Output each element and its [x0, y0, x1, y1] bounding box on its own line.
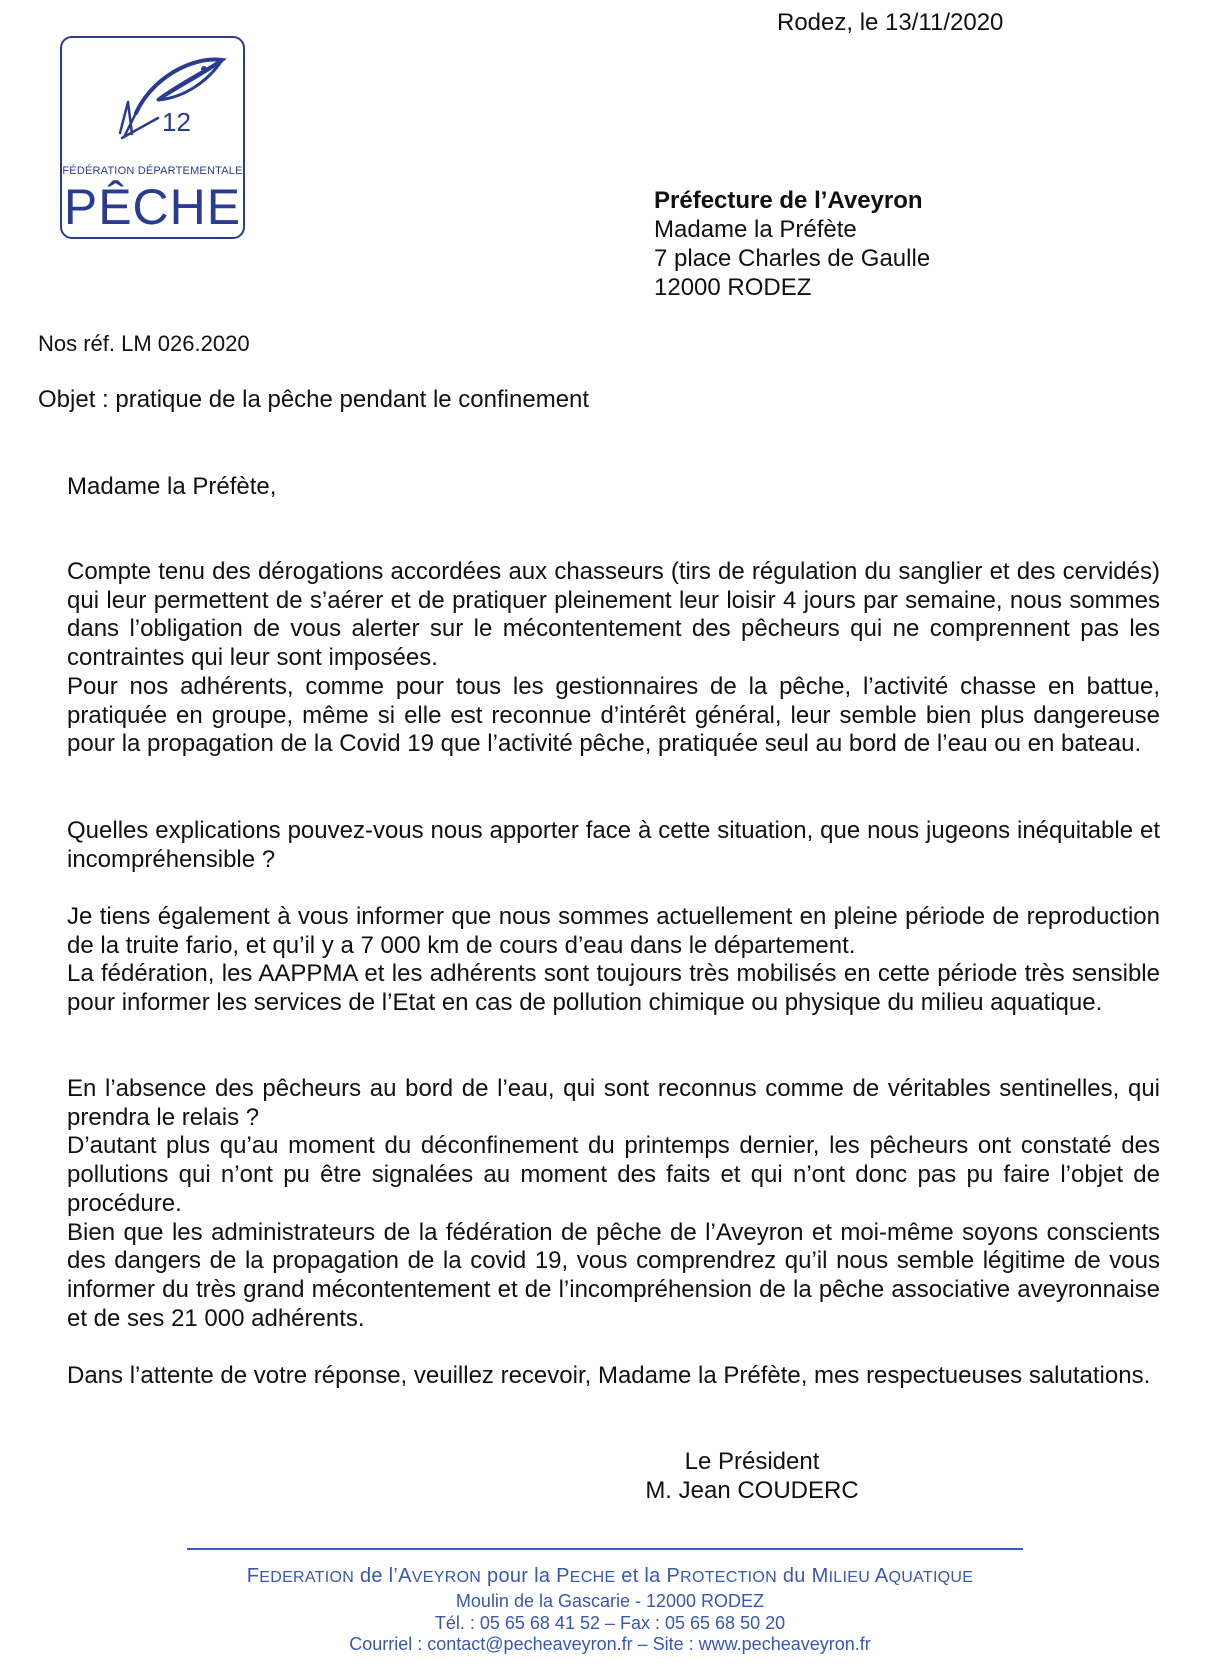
footer-address: Moulin de la Gascarie - 12000 RODEZ	[455, 1591, 765, 1611]
logo-federation-label: FÉDÉRATION DÉPARTEMENTALE	[62, 165, 243, 177]
paragraph: La fédération, les AAPPMA et les adhérents sont toujours très mobilisés en cette période très sensible pour informer les services de l’Etat en cas de pollution chimique ou physique du milieu aquatique.	[67, 960, 1160, 1017]
paragraph: Dans l’attente de votre réponse, veuillez recevoir, Madame la Préfète, mes respectueuses salutations.	[67, 1362, 1151, 1389]
paragraph: Quelles explications pouvez-vous nous apporter face à cette situation, que nous jugeons inéquitable et incompréhensible ?	[67, 817, 1160, 873]
recipient-line-1: Préfecture de l’Aveyron	[654, 187, 923, 214]
footer	[0, 1563, 1220, 1656]
reference: Nos réf. LM 026.2020	[38, 331, 250, 356]
body-block-5	[67, 1362, 1160, 1391]
body-block-2	[67, 817, 1160, 874]
body-block-4	[67, 1075, 1160, 1333]
federation-logo	[60, 36, 245, 239]
recipient-address	[654, 186, 930, 302]
body-block-1	[67, 558, 1160, 759]
paragraph: Je tiens également à vous informer que nous sommes actuellement en pleine période de reproduction de la truite fario, et qu’il y a 7 000 km de cours d’eau dans le département.	[67, 903, 1160, 959]
logo-number: 12	[162, 107, 191, 137]
recipient-line-3: 7 place Charles de Gaulle	[654, 245, 931, 272]
footer-divider	[187, 1548, 1023, 1550]
salutation: Madame la Préfète,	[67, 473, 277, 500]
footer-organization: FEDERATION de l’AVEYRON pour la PECHE et la PROTECTION du MILIEU AQUATIQUE	[246, 1565, 974, 1587]
footer-phone: Tél. : 05 65 68 41 52 – Fax : 05 65 68 50 20	[434, 1612, 786, 1633]
signature	[640, 1447, 864, 1505]
signature-name: M. Jean COUDERC	[645, 1477, 859, 1504]
logo-brand: PÊCHE	[63, 179, 242, 235]
signature-title: Le Président	[684, 1448, 820, 1475]
letter-date: Rodez, le 13/11/2020	[777, 9, 1004, 36]
paragraph: Pour nos adhérents, comme pour tous les gestionnaires de la pêche, l’activité chasse en battue, pratiquée en groupe, même si elle est reconnue d’intérêt général, leur semble bien plus dangereuse pour la propagation de la Covid 19 que l’activité pêche, pratiquée seul au bord de l’eau ou en bateau.	[67, 672, 1160, 758]
paragraph: Compte tenu des dérogations accordées aux chasseurs (tirs de régulation du sanglier et des cervidés) qui leur permettent de s’aérer et de pratiquer pleinement leur loisir 4 jours par semaine, nous sommes dans l’obligation de vous alerter sur le mécontentement des pêcheurs qui ne comprennent pas les contraintes qui leur sont imposées.	[67, 558, 1160, 672]
footer-contact: Courriel : contact@pecheaveyron.fr – Site : www.pecheaveyron.fr	[349, 1634, 871, 1654]
subject: Objet : pratique de la pêche pendant le confinement	[38, 386, 590, 413]
paragraph: Bien que les administrateurs de la fédération de pêche de l’Aveyron et moi-même soyons conscients des dangers de la propagation de la covid 19, vous comprendrez qu’il nous semble légitime de vous informer du très grand mécontentement et de l’incompréhension de la pêche associative aveyronnaise et de ses 21 000 adhérents.	[67, 1218, 1160, 1332]
paragraph: En l’absence des pêcheurs au bord de l’eau, qui sont reconnus comme de véritables sentinelles, qui prendra le relais ?	[67, 1075, 1160, 1131]
recipient-line-2: Madame la Préfète	[654, 216, 857, 243]
paragraph: D’autant plus qu’au moment du déconfinement du printemps dernier, les pêcheurs ont constaté des pollutions qui n’ont pu être signalées au moment des faits et qui n’ont donc pas pu faire l’objet de procédure.	[67, 1132, 1160, 1217]
body-block-3	[67, 903, 1160, 1018]
recipient-line-4: 12000 RODEZ	[654, 274, 812, 301]
